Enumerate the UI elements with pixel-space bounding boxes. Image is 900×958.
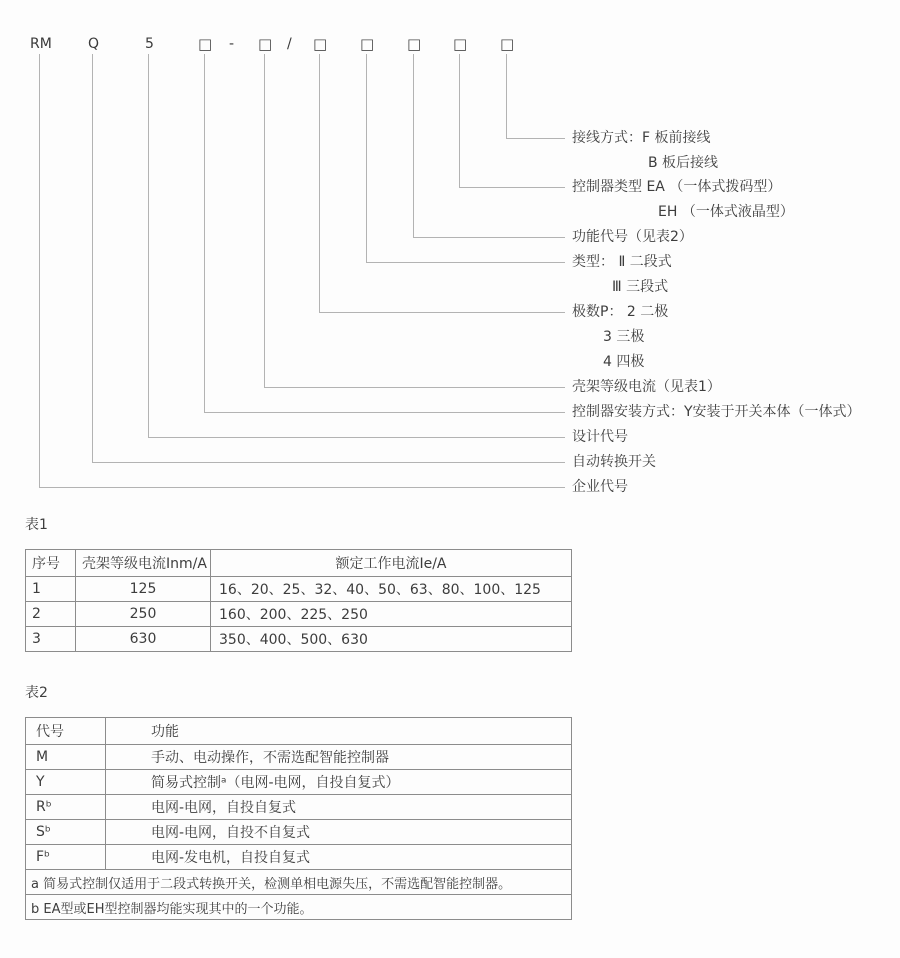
code-box-type: □	[360, 35, 375, 53]
connector-hline-frame-current	[264, 387, 565, 388]
code-box-wiring: □	[500, 35, 515, 53]
table2-row	[26, 770, 572, 795]
table2-cell-function: 手动、电动操作，不需选配智能控制器	[106, 745, 572, 770]
table2-cell-code: Rᵇ	[26, 795, 106, 820]
connector-vline-mounting	[204, 54, 205, 412]
table1-row	[26, 627, 572, 652]
table2	[25, 717, 572, 920]
table2-row	[26, 845, 572, 870]
table1-cell-index: 2	[26, 602, 76, 627]
connector-vline-company-code	[39, 54, 40, 487]
code-box-controller: □	[453, 35, 468, 53]
table2-note-a: a 简易式控制仅适用于二段式转换开关，检测单相电源失压，不需选配智能控制器。	[26, 870, 572, 895]
table2-header-code: 代号	[26, 718, 106, 745]
table2-note-b: b EA型或EH型控制器均能实现其中的一个功能。	[26, 895, 572, 920]
table2-cell-code: Fᵇ	[26, 845, 106, 870]
label-poles-four: 4 四极	[603, 354, 645, 370]
table2-cell-code: Sᵇ	[26, 820, 106, 845]
table2-cell-code: Y	[26, 770, 106, 795]
table2-row	[26, 795, 572, 820]
label-company-code: 企业代号	[572, 479, 628, 495]
table2-cell-function: 简易式控制ᵃ（电网-电网，自投自复式）	[106, 770, 572, 795]
label-wiring-method: 接线方式：F 板前接线	[572, 130, 711, 146]
connector-vline-frame-current	[264, 54, 265, 387]
table1-cell-frame: 125	[76, 577, 211, 602]
connector-vline-type	[366, 54, 367, 262]
table1-row	[26, 577, 572, 602]
label-type-two-stage: 类型： Ⅱ 二段式	[572, 254, 672, 270]
code-switch-letter: Q	[88, 36, 100, 52]
connector-vline-design-code	[148, 54, 149, 437]
label-controller-mounting: 控制器安装方式：Y安装于开关本体（一体式）	[572, 404, 861, 420]
label-controller-type-eh: EH （一体式液晶型）	[658, 204, 794, 220]
table2-caption: 表2	[25, 685, 48, 701]
code-box-frame-current: □	[258, 35, 273, 53]
table1-cell-index: 3	[26, 627, 76, 652]
connector-vline-poles	[319, 54, 320, 312]
connector-vline-ats	[92, 54, 93, 462]
table2-note-row	[26, 895, 572, 920]
label-frame-current: 壳架等级电流（见表1）	[572, 379, 721, 395]
connector-vline-wiring	[506, 54, 507, 138]
connector-hline-type	[366, 262, 565, 263]
table1-cell-rated: 350、400、500、630	[211, 627, 572, 652]
connector-vline-function	[413, 54, 414, 237]
table1-cell-frame: 630	[76, 627, 211, 652]
table2-cell-function: 电网-电网，自投自复式	[106, 795, 572, 820]
label-design-code: 设计代号	[572, 429, 628, 445]
table1-cell-frame: 250	[76, 602, 211, 627]
table1	[25, 549, 572, 652]
code-dash-separator: -	[229, 36, 235, 52]
table1-caption: 表1	[25, 517, 48, 533]
connector-hline-controller	[459, 187, 565, 188]
connector-hline-function	[413, 237, 565, 238]
code-company-prefix: RM	[30, 36, 52, 52]
table2-cell-function: 电网-发电机，自投自复式	[106, 845, 572, 870]
connector-hline-design-code	[148, 437, 565, 438]
label-auto-transfer-switch: 自动转换开关	[572, 454, 656, 470]
connector-vline-controller	[459, 54, 460, 187]
code-box-function: □	[407, 35, 422, 53]
connector-hline-poles	[319, 312, 565, 313]
code-design-number: 5	[145, 36, 154, 52]
label-poles-three: 3 三极	[603, 329, 645, 345]
table1-cell-rated: 16、20、25、32、40、50、63、80、100、125	[211, 577, 572, 602]
table1-header-row	[26, 550, 572, 577]
table1-header-rated-current: 额定工作电流Ie/A	[211, 550, 572, 577]
table1-header-index: 序号	[26, 550, 76, 577]
table1-row	[26, 602, 572, 627]
table1-cell-index: 1	[26, 577, 76, 602]
label-function-code: 功能代号（见表2）	[572, 229, 693, 245]
code-slash-separator: /	[287, 36, 292, 52]
code-box-poles: □	[313, 35, 328, 53]
table2-header-row	[26, 718, 572, 745]
table1-header-frame-current: 壳架等级电流Inm/A	[76, 550, 211, 577]
connector-hline-company-code	[39, 487, 565, 488]
label-wiring-method-b: B 板后接线	[648, 155, 719, 171]
connector-hline-mounting	[204, 412, 565, 413]
label-poles-two: 极数P： 2 二极	[572, 304, 669, 320]
table2-cell-function: 电网-电网，自投不自复式	[106, 820, 572, 845]
table2-row	[26, 745, 572, 770]
table2-cell-code: M	[26, 745, 106, 770]
table2-row	[26, 820, 572, 845]
connector-hline-wiring	[506, 138, 565, 139]
table2-header-function: 功能	[106, 718, 572, 745]
code-box-mounting: □	[198, 35, 213, 53]
label-type-three-stage: Ⅲ 三段式	[612, 279, 669, 295]
connector-hline-ats	[92, 462, 565, 463]
table2-note-row	[26, 870, 572, 895]
table1-cell-rated: 160、200、225、250	[211, 602, 572, 627]
label-controller-type-ea: 控制器类型 EA （一体式拨码型）	[572, 179, 782, 195]
